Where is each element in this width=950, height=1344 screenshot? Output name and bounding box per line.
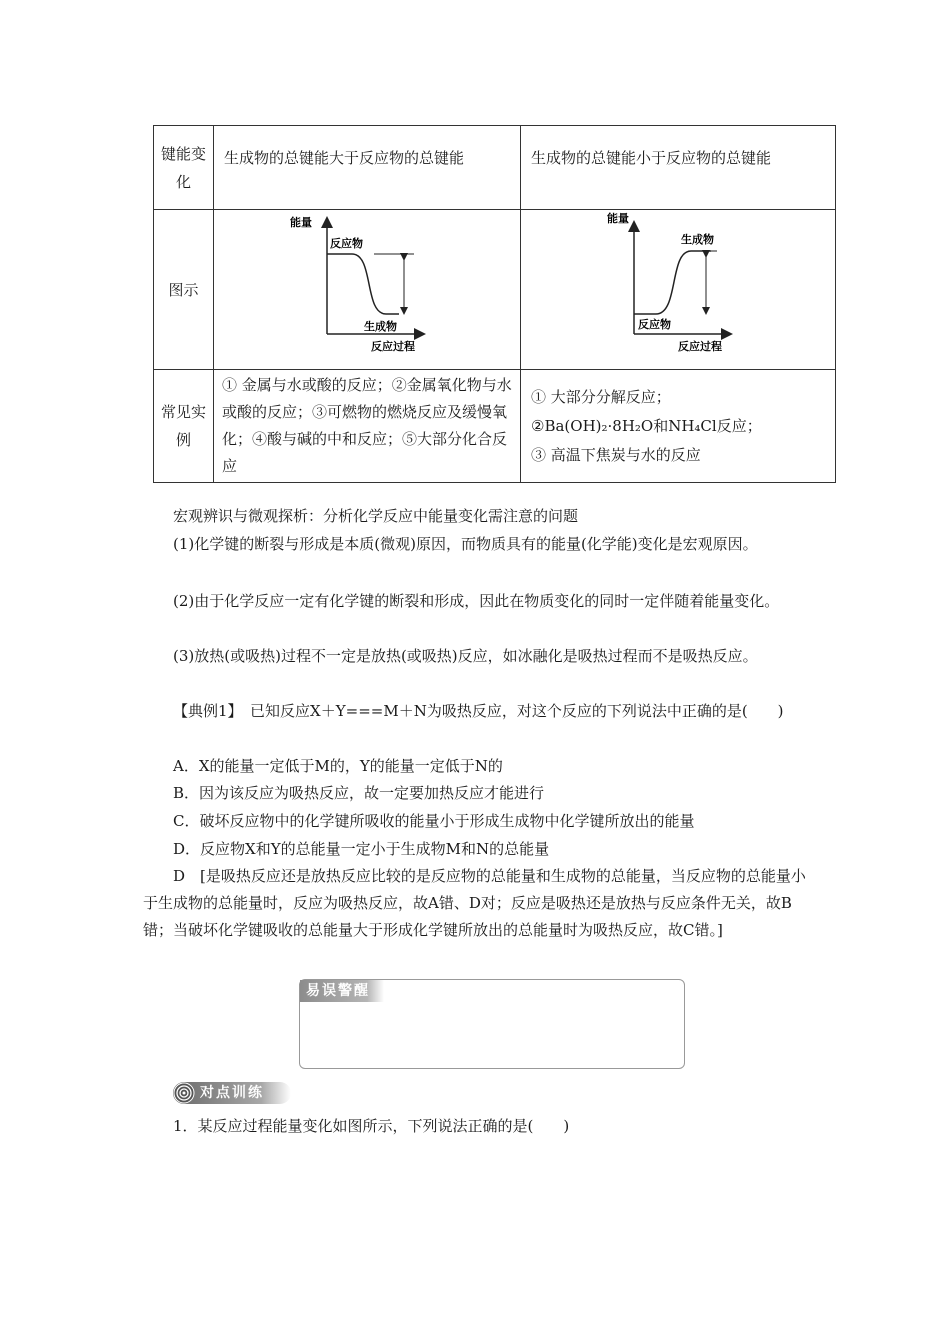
training-label: 对点训练 bbox=[200, 1085, 264, 1101]
product-label: 生成物 bbox=[364, 320, 397, 333]
table-row bbox=[154, 126, 836, 210]
x-axis-label: 反应过程 bbox=[678, 340, 722, 353]
exothermic-diagram-cell bbox=[214, 210, 521, 370]
note-item-3: (3)放热(或吸热)过程不一定是放热(或吸热)反应，如冰融化是吸热过程而不是吸热反应。 bbox=[173, 647, 758, 665]
note-item-2: (2)由于化学反应一定有化学键的断裂和形成，因此在物质变化的同时一定伴随着能量变化。 bbox=[173, 592, 780, 610]
list-item: ②Ba(OH)₂·8H₂O和NH₄Cl反应； bbox=[531, 416, 762, 435]
notes-heading: 宏观辨识与微观探析：分析化学反应中能量变化需注意的问题 bbox=[173, 507, 579, 525]
option-b: B．因为该反应为吸热反应，故一定要加热反应才能进行 bbox=[173, 784, 545, 802]
y-axis-label: 能量 bbox=[290, 216, 312, 229]
row-header-examples: 常见实例 bbox=[154, 370, 214, 483]
row-header-bond-energy: 键能变化 bbox=[154, 126, 214, 210]
reactant-label: 反应物 bbox=[330, 237, 363, 250]
training-question: 1．某反应过程能量变化如图所示，下列说法正确的是( ) bbox=[173, 1117, 570, 1135]
training-banner bbox=[173, 1082, 291, 1104]
example-question: 【典例1】 已知反应X＋Y===M＋N为吸热反应，对这个反应的下列说法中正确的是( ) bbox=[173, 702, 784, 720]
option-d: D．反应物X和Y的总能量一定小于生成物M和N的总能量 bbox=[173, 840, 550, 858]
row-header-diagram: 图示 bbox=[154, 210, 214, 370]
endothermic-energy-diagram bbox=[521, 210, 817, 365]
target-icon bbox=[173, 1082, 195, 1104]
option-a: A．X的能量一定低于M的，Y的能量一定低于N的 bbox=[173, 757, 503, 775]
endothermic-examples bbox=[521, 370, 836, 483]
product-label: 生成物 bbox=[681, 233, 714, 246]
comparison-table bbox=[153, 125, 836, 483]
list-item: ① 大部分分解反应； bbox=[531, 387, 671, 406]
exothermic-bond-energy: 生成物的总键能大于反应物的总键能 bbox=[214, 126, 521, 210]
option-c: C．破坏反应物中的化学键所吸收的能量小于形成生成物中化学键所放出的能量 bbox=[173, 812, 695, 830]
note-item-1: (1)化学键的断裂与形成是本质(微观)原因，而物质具有的能量(化学能)变化是宏观原因。 bbox=[173, 535, 758, 553]
energy-curve bbox=[634, 251, 711, 314]
y-axis-label: 能量 bbox=[607, 212, 629, 225]
x-axis-label: 反应过程 bbox=[371, 340, 415, 353]
endothermic-bond-energy: 生成物的总键能小于反应物的总键能 bbox=[521, 126, 836, 210]
table-row bbox=[154, 370, 836, 483]
energy-curve bbox=[327, 254, 399, 314]
warning-box-label: 易误警醒 bbox=[300, 980, 384, 1002]
reactant-label: 反应物 bbox=[638, 318, 671, 331]
list-item: ③ 高温下焦炭与水的反应 bbox=[531, 445, 701, 464]
exothermic-energy-diagram bbox=[214, 210, 502, 365]
exothermic-examples: ① 金属与水或酸的反应；②金属氧化物与水或酸的反应；③可燃物的燃烧反应及缓慢氧化；④酸与碱的中和反应；⑤大部分化合反应 bbox=[214, 370, 521, 483]
example-answer: D [是吸热反应还是放热反应比较的是反应物的总能量和生成物的总能量，当反应物的总能量小于生成物的总能量时，反应为吸热反应，故A错、D对；反应是吸热还是放热与反应条件无关，故B错；当破坏化学键吸收的总能量大于形成化学键所放出的总能量时为吸热反应，故C错。] bbox=[143, 867, 806, 939]
table-row bbox=[154, 210, 836, 370]
endothermic-diagram-cell bbox=[521, 210, 836, 370]
